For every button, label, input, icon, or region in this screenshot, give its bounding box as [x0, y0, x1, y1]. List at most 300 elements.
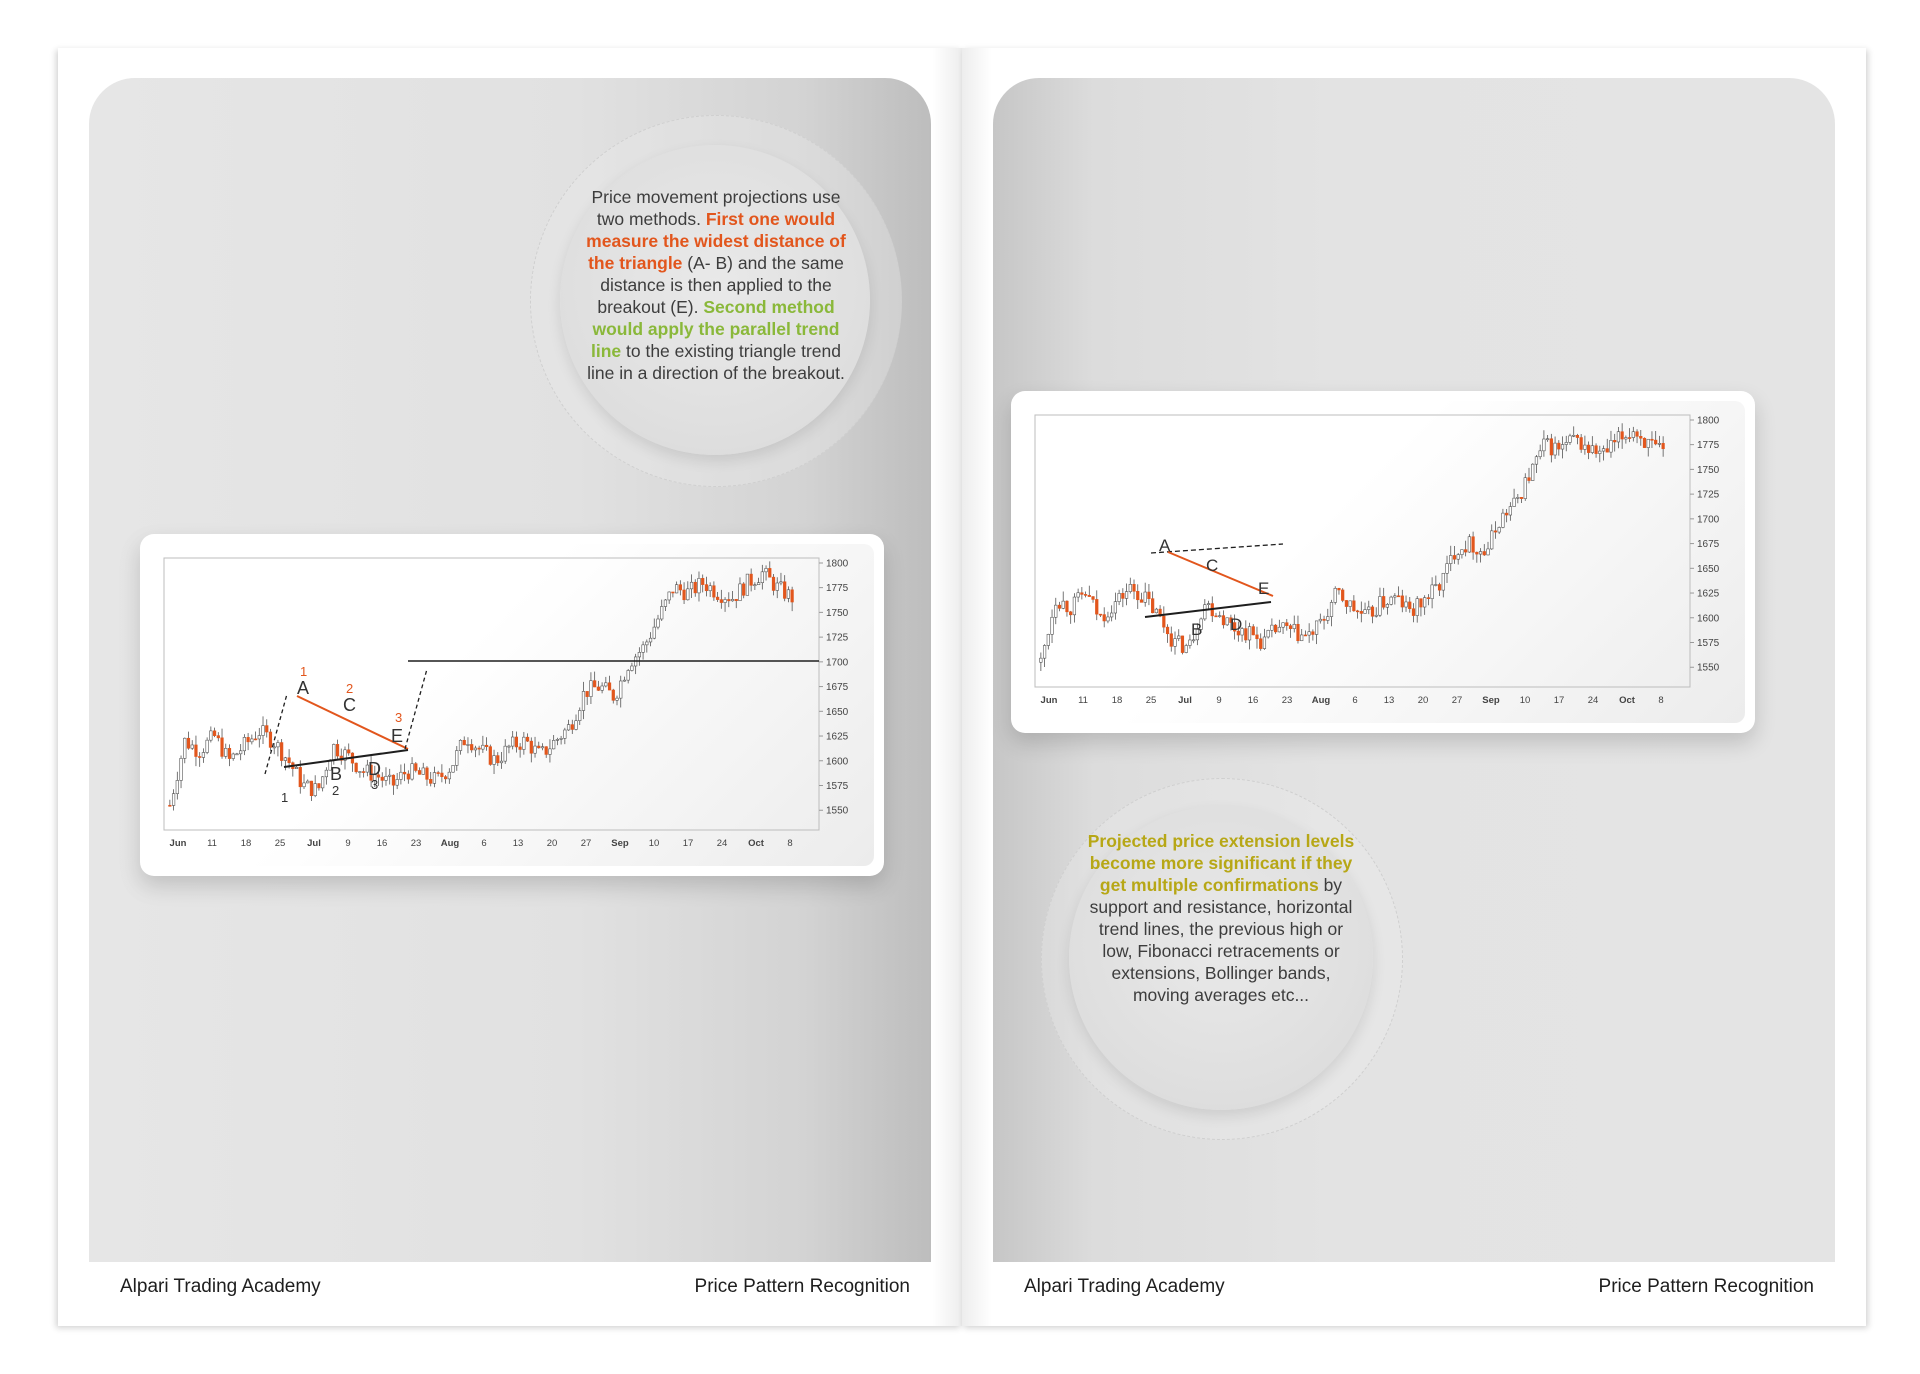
right-label-D: D [1230, 615, 1243, 634]
left-label-D: D [368, 759, 381, 779]
left-x-tick-label: Aug [440, 838, 460, 849]
left-candle-body [400, 772, 403, 779]
right-candle-body [1531, 464, 1534, 480]
left-x-tick-label: Oct [748, 838, 764, 849]
right-candle-body [1580, 438, 1583, 450]
left-chart-area [150, 544, 874, 866]
left-candle-body [198, 757, 201, 758]
left-candle-body [411, 764, 414, 779]
right-candle-body [1107, 617, 1110, 621]
right-candle-body [1591, 446, 1594, 453]
left-candle-body [295, 767, 298, 768]
left-candle-body [239, 751, 242, 754]
right-candle-body [1207, 604, 1210, 605]
left-candle-body [489, 747, 492, 765]
left-bubble-text [580, 186, 852, 384]
right-x-tick-label: 6 [1352, 695, 1358, 706]
left-candle-body [496, 756, 499, 763]
right-candle-body [1382, 596, 1385, 607]
right-candle-body [1069, 612, 1072, 615]
left-candle-body [265, 726, 268, 732]
right-x-tick-label: 27 [1451, 695, 1463, 706]
right-candle-body [1058, 605, 1061, 608]
right-chart-x-axis [1041, 695, 1664, 706]
right-candle-body [1472, 537, 1475, 552]
right-candle-body [1062, 601, 1065, 608]
left-candle-body [616, 698, 619, 700]
right-candle-body [1572, 435, 1575, 436]
left-x-tick-label: 18 [240, 838, 252, 849]
right-candle-body [1651, 439, 1654, 440]
left-x-tick-label: 27 [580, 838, 592, 849]
left-candle-body [545, 747, 548, 755]
right-candle-body [1289, 626, 1292, 629]
left-candle-body [441, 773, 444, 777]
left-candle-body [590, 681, 593, 697]
left-candle-body [649, 638, 652, 642]
right-candle-body [1312, 632, 1315, 635]
left-chart-y-axis [819, 558, 849, 816]
right-y-tick-label: 1700 [1697, 514, 1720, 526]
left-candle-body [221, 738, 224, 757]
right-candle-body [1278, 627, 1281, 632]
right-candle-body [1189, 640, 1192, 646]
right-x-tick-label: 10 [1519, 695, 1531, 706]
left-candle-body [418, 770, 421, 774]
left-candle-body [176, 780, 179, 793]
left-candle-body [299, 767, 302, 786]
left-candle-body [742, 584, 745, 595]
left-candle-body [504, 746, 507, 761]
right-candle-body [1662, 443, 1665, 448]
left-candle-body [455, 751, 458, 766]
left-candle-body [459, 740, 462, 750]
left-candle-body [750, 574, 753, 585]
left-candle-body [537, 746, 540, 748]
right-candle-body [1561, 445, 1564, 450]
right-candle-body [1308, 632, 1311, 635]
right-candle-body [1513, 498, 1516, 506]
left-candle-body [627, 670, 630, 680]
right-price-chart [1021, 401, 1745, 723]
right-candle-body [1397, 596, 1400, 597]
left-y-tick-label: 1550 [826, 805, 849, 817]
left-candle-body [407, 774, 410, 779]
right-candle-body [1092, 597, 1095, 600]
left-candle-body [478, 748, 481, 749]
right-x-tick-label: Jun [1040, 695, 1058, 706]
left-candle-body [325, 770, 328, 777]
right-candle-body [1647, 439, 1650, 447]
right-x-tick-label: 16 [1247, 695, 1259, 706]
left-candle-body [448, 772, 451, 779]
left-y-tick-label: 1800 [826, 558, 849, 570]
left-candle-body [746, 574, 749, 595]
right-candle-body [1304, 635, 1307, 636]
right-chart-plot-border [1035, 415, 1690, 687]
right-candle-body [1464, 550, 1467, 552]
right-candle-body [1401, 596, 1404, 607]
right-candle-body [1144, 592, 1147, 602]
left-candle-body [403, 772, 406, 774]
right-candle-body [1438, 585, 1441, 591]
right-candle-body [1576, 435, 1579, 437]
left-candle-body [180, 758, 183, 780]
left-candle-body [243, 737, 246, 750]
right-candle-body [1610, 440, 1613, 452]
left-candle-body [195, 745, 198, 757]
right-candle-body [1110, 613, 1113, 617]
right-candle-body [1077, 593, 1080, 597]
left-x-tick-label: Jun [169, 838, 187, 849]
left-candle-body [761, 572, 764, 583]
right-label-E: E [1258, 579, 1270, 598]
right-candle-body [1192, 640, 1195, 641]
right-candle-body [1118, 593, 1121, 601]
left-y-tick-label: 1650 [826, 706, 849, 718]
left-candle-body [534, 746, 537, 753]
right-x-tick-label: 13 [1383, 695, 1395, 706]
right-candle-body [1416, 599, 1419, 616]
left-candle-body [564, 730, 567, 738]
right-candle-body [1461, 550, 1464, 555]
left-y-tick-label: 1775 [826, 583, 849, 595]
left-candle-body [578, 710, 581, 720]
right-candle-body [1435, 585, 1438, 586]
left-candle-body [787, 590, 790, 599]
left-candle-body [470, 744, 473, 749]
right-candle-body [1334, 588, 1337, 602]
right-candle-body [1505, 513, 1508, 515]
left-candle-body [608, 683, 611, 690]
right-candle-body [1613, 440, 1616, 442]
right-candle-body [1133, 584, 1136, 591]
left-candle-body [467, 744, 470, 745]
left-chart-plot-border [164, 558, 819, 830]
right-candle-body [1040, 658, 1043, 662]
left-candle-body [485, 745, 488, 746]
right-candle-body [1140, 600, 1143, 603]
left-y-tick-label: 1675 [826, 682, 849, 694]
left-candle-body [206, 740, 209, 752]
left-price-chart [150, 544, 874, 866]
left-candle-body [482, 745, 485, 749]
left-y-tick-label: 1700 [826, 657, 849, 669]
right-candle-body [1122, 593, 1125, 598]
right-candle-body [1494, 531, 1497, 532]
left-candle-body [247, 737, 250, 741]
right-candle-body [1584, 445, 1587, 449]
right-candle-body [1636, 432, 1639, 437]
left-candle-body [232, 754, 235, 759]
left-candle-body [593, 681, 596, 687]
right-candle-body [1587, 445, 1590, 453]
right-x-tick-label: Oct [1619, 695, 1635, 706]
right-x-tick-label: 18 [1111, 695, 1123, 706]
left-candle-body [187, 738, 190, 748]
left-bubble-highlight-1: First one would measure the widest distance of the triangle [586, 209, 846, 273]
right-candle-body [1625, 438, 1628, 439]
right-candle-body [1174, 639, 1177, 647]
left-candle-body [508, 746, 511, 747]
right-candle-body [1654, 440, 1657, 444]
left-candle-body [757, 583, 760, 585]
right-candle-body [1539, 451, 1542, 457]
right-candle-body [1274, 625, 1277, 632]
left-candle-body [236, 754, 239, 755]
right-candle-body [1047, 634, 1050, 645]
left-gutter-shadow [932, 48, 962, 1326]
right-x-tick-label: Aug [1311, 695, 1331, 706]
left-x-tick-label: 23 [410, 838, 422, 849]
right-candle-body [1621, 432, 1624, 439]
right-y-tick-label: 1650 [1697, 563, 1720, 575]
right-label-B: B [1191, 620, 1203, 639]
right-candle-body [1483, 552, 1486, 555]
left-label-E: E [391, 726, 404, 746]
right-candle-body [1285, 623, 1288, 626]
right-candle-body [1155, 609, 1158, 613]
left-candle-body [675, 585, 678, 593]
right-candle-body [1043, 645, 1046, 658]
left-candle-body [701, 578, 704, 584]
right-y-tick-label: 1800 [1697, 415, 1720, 427]
right-x-tick-label: Sep [1482, 695, 1500, 706]
right-candle-body [1248, 627, 1251, 640]
left-candle-body [601, 686, 604, 690]
left-candle-body [556, 739, 559, 740]
left-candle-body [463, 740, 466, 745]
left-candle-body [690, 582, 693, 589]
left-bubble-text-2: (A- B) and the same distance is then applied to the breakout (E). [597, 253, 844, 317]
left-x-tick-label: 24 [716, 838, 728, 849]
right-candle-body [1099, 614, 1102, 615]
right-chart-y-axis [1690, 415, 1720, 673]
left-candle-body [586, 691, 589, 696]
left-bubble-highlight-2: Second method would apply the parallel trend line [590, 297, 840, 361]
right-candle-body [1490, 531, 1493, 549]
right-candle-body [1468, 537, 1471, 552]
right-candle-body [1449, 555, 1452, 563]
right-candle-body [1524, 478, 1527, 499]
right-candle-body [1557, 443, 1560, 449]
left-footer-brand: Alpari Trading Academy [120, 1276, 321, 1297]
right-candle-body [1595, 446, 1598, 454]
left-candle-body [552, 740, 555, 748]
left-candle-body [314, 784, 317, 796]
left-candle-body [619, 681, 622, 698]
right-candle-body [1341, 590, 1344, 601]
left-candle-body [474, 748, 477, 750]
left-candle-body [705, 585, 708, 591]
right-candle-body [1163, 616, 1166, 627]
left-candle-body [422, 768, 425, 774]
left-candle-body [724, 599, 727, 602]
left-dashed-breakout-line-1 [265, 694, 287, 774]
right-candle-body [1412, 609, 1415, 616]
right-y-tick-label: 1725 [1697, 489, 1720, 501]
left-candle-body [664, 600, 667, 607]
right-y-tick-label: 1575 [1697, 637, 1720, 649]
right-candle-body [1081, 593, 1084, 595]
right-candle-body [1431, 585, 1434, 599]
left-candle-body [228, 748, 231, 758]
right-candle-body [1446, 564, 1449, 574]
right-candle-body [1598, 451, 1601, 453]
left-candle-body [698, 578, 701, 593]
left-candle-body [754, 585, 757, 586]
right-candle-body [1356, 611, 1359, 612]
left-candle-body [668, 592, 671, 600]
left-candle-body [575, 721, 578, 730]
right-y-tick-label: 1550 [1697, 662, 1720, 674]
right-bubble-highlight: Projected price extension levels become more significant if they get multiple confirmations [1087, 831, 1355, 895]
left-candle-body [217, 736, 220, 738]
left-candle-body [493, 756, 496, 765]
right-x-tick-label: 9 [1216, 695, 1222, 706]
right-candle-body [1181, 636, 1184, 653]
right-candle-body [1360, 611, 1363, 613]
left-candle-body [530, 741, 533, 753]
left-x-tick-label: 11 [207, 838, 217, 849]
left-candle-body [213, 731, 216, 736]
left-chart-x-axis [170, 838, 793, 849]
right-candle-body [1453, 555, 1456, 559]
right-candle-body [1244, 629, 1247, 640]
right-chart-area [1021, 401, 1745, 723]
right-candle-body [1423, 598, 1426, 607]
right-candle-body [1554, 443, 1557, 455]
left-x-tick-label: 6 [481, 838, 487, 849]
left-candle-body [191, 745, 194, 748]
left-label-B: B [330, 764, 343, 784]
left-candle-body [567, 725, 570, 730]
right-candle-body [1114, 602, 1117, 613]
right-candle-body [1151, 599, 1154, 613]
right-candle-body [1319, 619, 1322, 621]
right-candle-body [1565, 442, 1568, 444]
right-candle-body [1315, 621, 1318, 635]
right-bubble-text [1085, 830, 1357, 1006]
left-label-A: A [297, 678, 310, 698]
right-y-tick-label: 1750 [1697, 464, 1720, 476]
left-candle-body [183, 738, 186, 758]
left-candle-body [210, 731, 213, 740]
left-candle-body [783, 582, 786, 599]
left-candle-body [429, 779, 432, 783]
right-candle-body [1394, 596, 1397, 597]
left-label-3-bottom: 3 [371, 777, 379, 792]
left-x-tick-label: 13 [512, 838, 524, 849]
right-candle-body [1367, 607, 1370, 610]
right-candle-body [1330, 602, 1333, 616]
left-y-tick-label: 1625 [826, 731, 849, 743]
right-candle-body [1136, 591, 1139, 599]
right-candle-body [1345, 600, 1348, 606]
right-candle-body [1103, 615, 1106, 621]
left-candle-body [739, 584, 742, 601]
left-candle-body [597, 687, 600, 690]
right-candle-body [1546, 439, 1549, 440]
right-x-tick-label: 23 [1281, 695, 1293, 706]
left-candle-body [657, 619, 660, 627]
left-candle-body [731, 599, 734, 601]
left-candle-body [780, 582, 783, 583]
right-candle-body [1323, 619, 1326, 620]
right-candle-body [1457, 555, 1460, 560]
right-candle-body [1602, 449, 1605, 451]
right-x-tick-label: Jul [1178, 695, 1192, 706]
right-candle-body [1628, 438, 1631, 439]
right-candle-body [1442, 573, 1445, 590]
left-candle-body [273, 747, 276, 748]
left-candle-body [686, 589, 689, 600]
left-candle-body [638, 652, 641, 657]
left-y-tick-label: 1575 [826, 780, 849, 792]
left-bubble-text-1: Price movement projections use two methods. [591, 187, 841, 229]
right-x-tick-label: 24 [1587, 695, 1599, 706]
left-x-tick-label: 17 [682, 838, 694, 849]
right-candle-body [1502, 513, 1505, 527]
right-candle-body [1259, 639, 1262, 649]
right-candle-body [1569, 436, 1572, 443]
right-y-tick-label: 1625 [1697, 588, 1720, 600]
left-candle-body [202, 752, 205, 757]
left-x-tick-label: 25 [274, 838, 286, 849]
left-candle-body [500, 761, 503, 763]
right-candle-body [1226, 618, 1229, 625]
right-candle-body [1479, 552, 1482, 555]
left-candle-body [765, 568, 768, 571]
right-candle-body [1643, 438, 1646, 447]
right-candle-body [1051, 617, 1054, 634]
right-y-tick-label: 1775 [1697, 440, 1720, 452]
right-candle-body [1386, 604, 1389, 607]
right-candle-body [1166, 627, 1169, 634]
right-candle-body [1379, 596, 1382, 615]
left-candle-body [679, 585, 682, 590]
left-candle-body [511, 737, 514, 746]
right-candle-body [1204, 605, 1207, 619]
left-candle-body [303, 783, 306, 787]
left-candle-body [288, 758, 291, 763]
right-candle-body [1420, 599, 1423, 607]
right-candle-body [1509, 507, 1512, 515]
left-candle-body [269, 732, 272, 747]
right-footer-brand: Alpari Trading Academy [1024, 1276, 1225, 1297]
left-candle-body [280, 743, 283, 761]
left-candle-body [642, 645, 645, 653]
right-candle-body [1088, 595, 1091, 596]
left-candle-body [284, 758, 287, 761]
left-label-2-bottom: 2 [332, 783, 340, 798]
right-candle-body [1267, 630, 1270, 637]
left-bubble-text-3: to the existing triangle trend line in a direction of the breakout. [587, 341, 845, 383]
left-label-1-bottom: 1 [281, 790, 289, 805]
left-candle-body [709, 586, 712, 591]
right-candle-body [1084, 594, 1087, 595]
left-candle-body [772, 577, 775, 590]
right-candle-body [1632, 432, 1635, 438]
left-x-tick-label: Sep [611, 838, 629, 849]
left-candle-body [347, 750, 350, 753]
left-chart-candles [169, 561, 794, 810]
right-candle-body [1300, 635, 1303, 641]
right-candle-body [1095, 599, 1098, 614]
left-candle-body [277, 743, 280, 747]
right-bubble-text-1: by support and resistance, horizontal trend lines, the previous high or low, Fibonacci retracements or extensions, Bollinger bands, moving averages etc... [1089, 875, 1353, 1005]
left-candle-body [646, 642, 649, 645]
